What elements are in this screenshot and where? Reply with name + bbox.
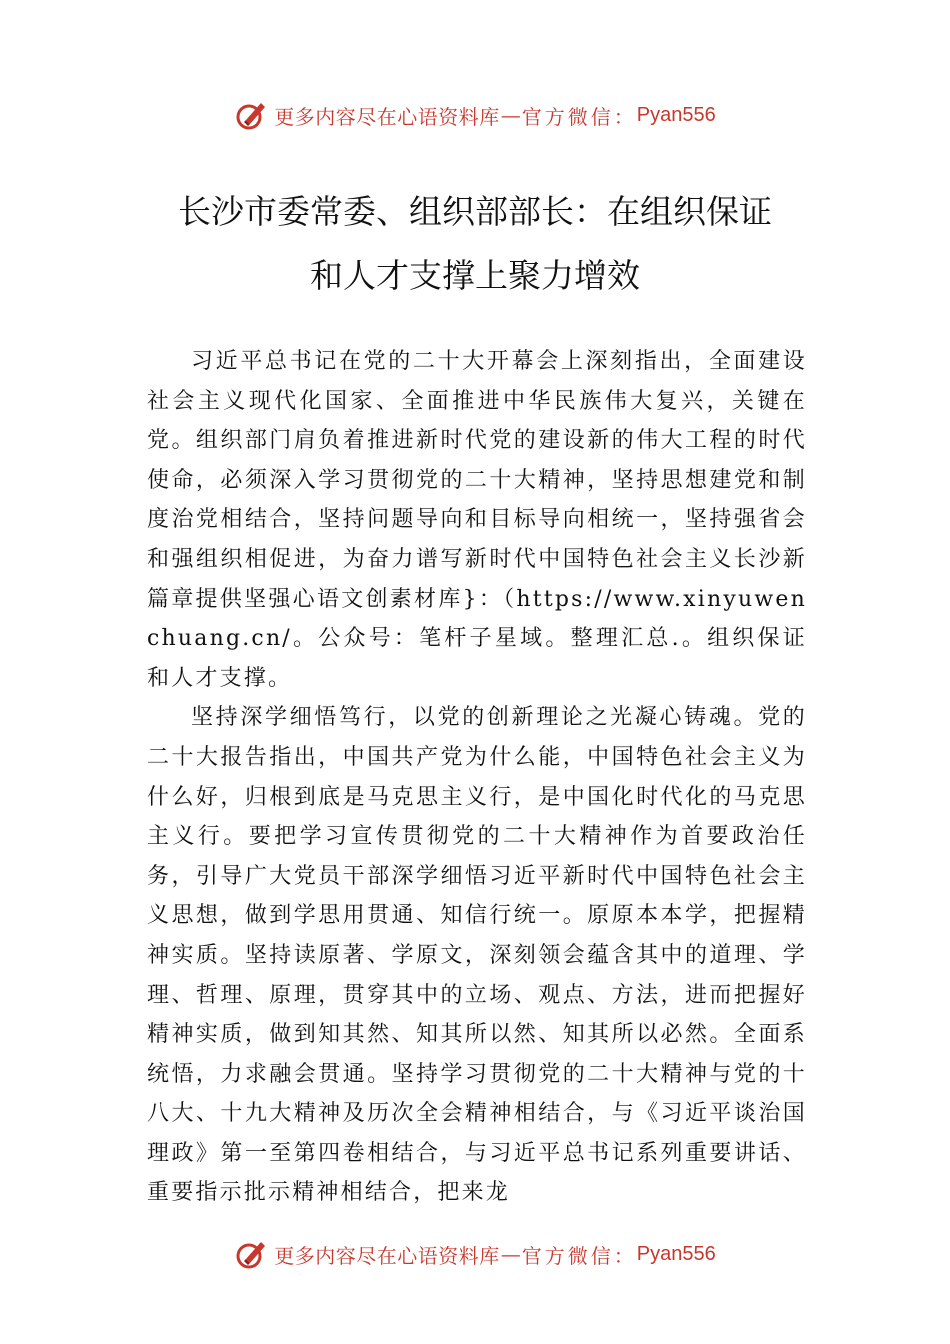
header-banner bbox=[0, 95, 950, 135]
site-text: 更多内容尽在心语资料库 bbox=[274, 104, 500, 129]
wechat-label: 官方微信： bbox=[521, 104, 637, 129]
paragraph: 坚持深学细悟笃行，以党的创新理论之光凝心铸魂。党的二十大报告指出，中国共产党为什么能，中国特色社会主义为什么好，归根到底是马克思主义行，是中国化时代化的马克思主义行。要把学习宣传贯彻党的二十大精神作为首要政治任务，引导广大党员干部深学细悟习近平新时代中国特色社会主义思想，做到学思用贯通、知信行统一。原原本本学，把握精神实质。坚持读原著、学原文，深刻领会蕴含其中的道理、学理、哲理、原理，贯穿其中的立场、观点、方法，进而把握好精神实质，做到知其然、知其所以然、知其所以必然。全面系统悟，力求融会贯通。坚持学习贯彻党的二十大精神与党的十八大、十九大精神及历次全会精神相结合，与《习近平谈治国理政》第一至第四卷相结合，与习近平总书记系列重要讲话、重要指示批示精神相结合，把来龙 bbox=[147, 705, 807, 1206]
pen-nib-logo-icon bbox=[234, 1237, 268, 1271]
paragraph: 习近平总书记在党的二十大开幕会上深刻指出，全面建设社会主义现代化国家、全面推进中华民族伟大复兴，关键在党。组织部门肩负着推进新时代党的建设新的伟大工程的时代使命，必须深入学习贯彻党的二十大精神，坚持思想建党和制度治党相结合，坚持问题导向和目标导向相统一，坚持强省会和强组织相促进，为奋力谱写新时代中国特色社会主义长沙新篇章提供坚强心语文创素材库}：（https://www.xinyuwenchuang.cn/。公众号：笔杆子星域。整理汇总.。组织保证和人才支撑。 bbox=[147, 349, 807, 691]
article-title bbox=[80, 180, 870, 308]
title-line-1: 长沙市委常委、组织部部长：在组织保证 bbox=[178, 192, 772, 231]
article-body bbox=[147, 342, 807, 1213]
banner-dash: — bbox=[500, 103, 521, 127]
pen-nib-logo-icon bbox=[234, 98, 268, 132]
wechat-id: Pyan556 bbox=[636, 1242, 716, 1265]
title-line-2: 和人才支撑上聚力增效 bbox=[310, 256, 640, 295]
footer-banner bbox=[0, 1234, 950, 1274]
site-text: 更多内容尽在心语资料库 bbox=[274, 1243, 500, 1268]
banner-dash: — bbox=[500, 1242, 521, 1266]
wechat-label: 官方微信： bbox=[521, 1243, 637, 1268]
wechat-id: Pyan556 bbox=[636, 103, 716, 126]
